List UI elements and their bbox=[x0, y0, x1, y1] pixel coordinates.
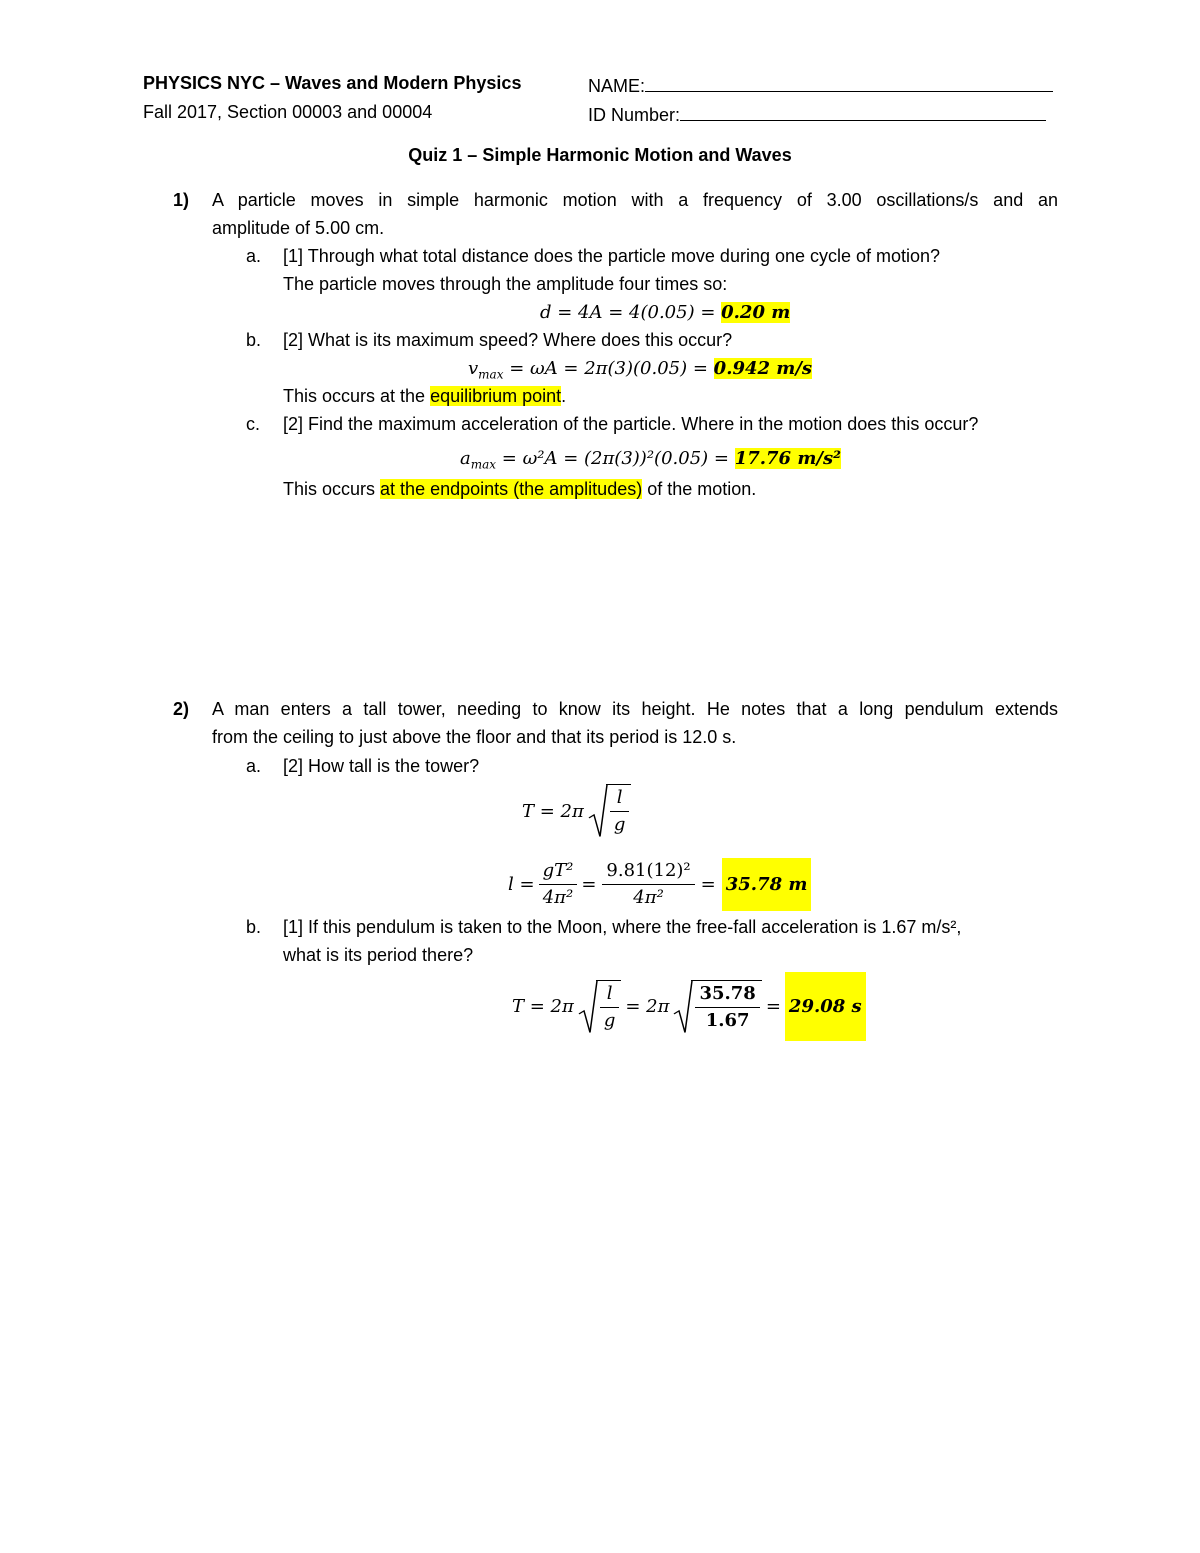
q1b-eq-sub: max bbox=[478, 367, 504, 382]
q1-text-line1: A particle moves in simple harmonic motion with a frequency of 3.00 oscillations/s and an bbox=[212, 190, 1058, 210]
q2a-eq2-f1-num: gT² bbox=[539, 858, 578, 885]
q1b-note bbox=[283, 386, 566, 407]
q1a-result: 0.20 m bbox=[721, 302, 791, 323]
q1c-note-highlight: at the endpoints (the amplitudes) bbox=[380, 479, 643, 499]
q2-text-line2: from the ceiling to just above the floor and that its period is 12.0 s. bbox=[212, 727, 737, 747]
name-field bbox=[588, 73, 1053, 97]
q2b-equation bbox=[512, 972, 866, 1041]
q2b-result: 29.08 s bbox=[785, 972, 866, 1041]
id-field bbox=[588, 102, 1046, 126]
q2b-f2-den: 1.67 bbox=[705, 1009, 750, 1031]
q2a-eq2-f1-den: 4π² bbox=[542, 887, 574, 908]
q1c-eq-lhs: a bbox=[460, 448, 471, 469]
q1c-letter: c. bbox=[246, 414, 261, 434]
q2b-f1-den: g bbox=[603, 1009, 616, 1031]
q2a-equation1 bbox=[522, 784, 631, 838]
name-blank bbox=[645, 73, 1053, 92]
q1c-result: 17.76 m/s² bbox=[734, 448, 841, 469]
q2a-eq2-f2-den: 4π² bbox=[633, 887, 664, 908]
q1-number: 1) bbox=[173, 190, 190, 210]
q2a-equation2 bbox=[508, 858, 811, 911]
q2a-letter: a. bbox=[246, 756, 262, 776]
q2b-question-line2: what is its period there? bbox=[283, 945, 474, 965]
q1c-points: [2] bbox=[283, 414, 304, 434]
q2-text-line1: A man enters a tall tower, needing to know its height. He notes that a long pendulum extends bbox=[212, 699, 1058, 719]
q1c-equation bbox=[460, 448, 841, 472]
q2a-eq2-lhs: l = bbox=[508, 874, 535, 895]
q2a-eq1-num: l bbox=[610, 785, 630, 812]
q1b-question-text: What is its maximum speed? Where does this occur? bbox=[308, 330, 733, 350]
q2a-eq1-sqrt bbox=[588, 784, 632, 838]
q1b-points: [2] bbox=[283, 330, 304, 350]
q1a-eq: d = 4A = 4(0.05) = bbox=[540, 302, 716, 323]
q2b-eq-lhs: T = 2π bbox=[512, 996, 574, 1017]
id-label: ID Number: bbox=[588, 105, 681, 125]
q2a-eq2-eq: = bbox=[581, 874, 597, 895]
q2b-question-line1 bbox=[283, 917, 961, 938]
radical-sign-icon bbox=[578, 980, 598, 1034]
q2b-f2-num: 35.78 bbox=[695, 981, 759, 1008]
q1a-answer-text: The particle moves through the amplitude four times so: bbox=[283, 274, 728, 294]
q2b-sqrt2 bbox=[673, 980, 761, 1034]
q1b-note-highlight: equilibrium point bbox=[430, 386, 562, 406]
q2-number: 2) bbox=[173, 699, 190, 719]
radical-sign-icon bbox=[673, 980, 693, 1034]
q1b-note-pre: This occurs at the bbox=[283, 386, 426, 406]
q1b-result: 0.942 m/s bbox=[713, 358, 813, 379]
term-info: Fall 2017, Section 00003 and 00004 bbox=[143, 102, 433, 122]
q1a-equation bbox=[540, 302, 790, 323]
q2b-sqrt1 bbox=[578, 980, 622, 1034]
q2b-eq-end: = bbox=[765, 996, 781, 1017]
q1b-question bbox=[283, 330, 732, 351]
radical-sign-icon bbox=[588, 784, 608, 838]
q1c-question bbox=[283, 414, 978, 435]
q2b-f1-num: l bbox=[600, 981, 620, 1008]
q2a-points: [2] bbox=[283, 756, 304, 776]
q1a-question bbox=[283, 246, 940, 267]
q1a-question-text: Through what total distance does the particle move during one cycle of motion? bbox=[307, 246, 941, 266]
q2a-question bbox=[283, 756, 479, 777]
name-label: NAME: bbox=[588, 76, 646, 96]
q2a-eq2-f2-num: 9.81(12)² bbox=[602, 858, 694, 885]
q2a-eq1-lhs: T = 2π bbox=[522, 800, 584, 822]
q1b-letter: b. bbox=[246, 330, 262, 350]
q1c-eq-rhs: = ω²A = (2π(3))²(0.05) = bbox=[501, 448, 729, 469]
q1b-eq-lhs: v bbox=[468, 358, 479, 379]
q1c-note bbox=[283, 479, 756, 500]
q1c-question-text: Find the maximum acceleration of the particle. Where in the motion does this occur? bbox=[308, 414, 979, 434]
q1c-eq-sub: max bbox=[470, 457, 497, 472]
q1b-note-post: . bbox=[561, 386, 567, 406]
q2a-result: 35.78 m bbox=[722, 858, 812, 911]
quiz-title: Quiz 1 – Simple Harmonic Motion and Waves bbox=[408, 145, 792, 165]
q1b-equation bbox=[468, 358, 812, 382]
q2b-eq-mid: = 2π bbox=[625, 996, 670, 1017]
q1-text-line2: amplitude of 5.00 cm. bbox=[212, 218, 385, 238]
q1c-note-pre: This occurs bbox=[283, 479, 376, 499]
q2b-question-text: If this pendulum is taken to the Moon, where the free-fall acceleration is 1.67 m/s², bbox=[308, 917, 962, 937]
course-title: PHYSICS NYC – Waves and Modern Physics bbox=[143, 73, 522, 93]
q1b-eq-rhs: = ωA = 2π(3)(0.05) = bbox=[509, 358, 708, 379]
q2b-points: [1] bbox=[283, 917, 304, 937]
q2a-eq1-den: g bbox=[613, 814, 626, 835]
q1a-letter: a. bbox=[246, 246, 262, 266]
q2a-eq2-eq2: = bbox=[700, 874, 716, 895]
q1a-points: [1] bbox=[283, 246, 304, 266]
q2b-letter: b. bbox=[246, 917, 262, 937]
q1c-note-post: of the motion. bbox=[647, 479, 757, 499]
id-blank bbox=[680, 102, 1046, 121]
q2a-question-text: How tall is the tower? bbox=[308, 756, 480, 776]
